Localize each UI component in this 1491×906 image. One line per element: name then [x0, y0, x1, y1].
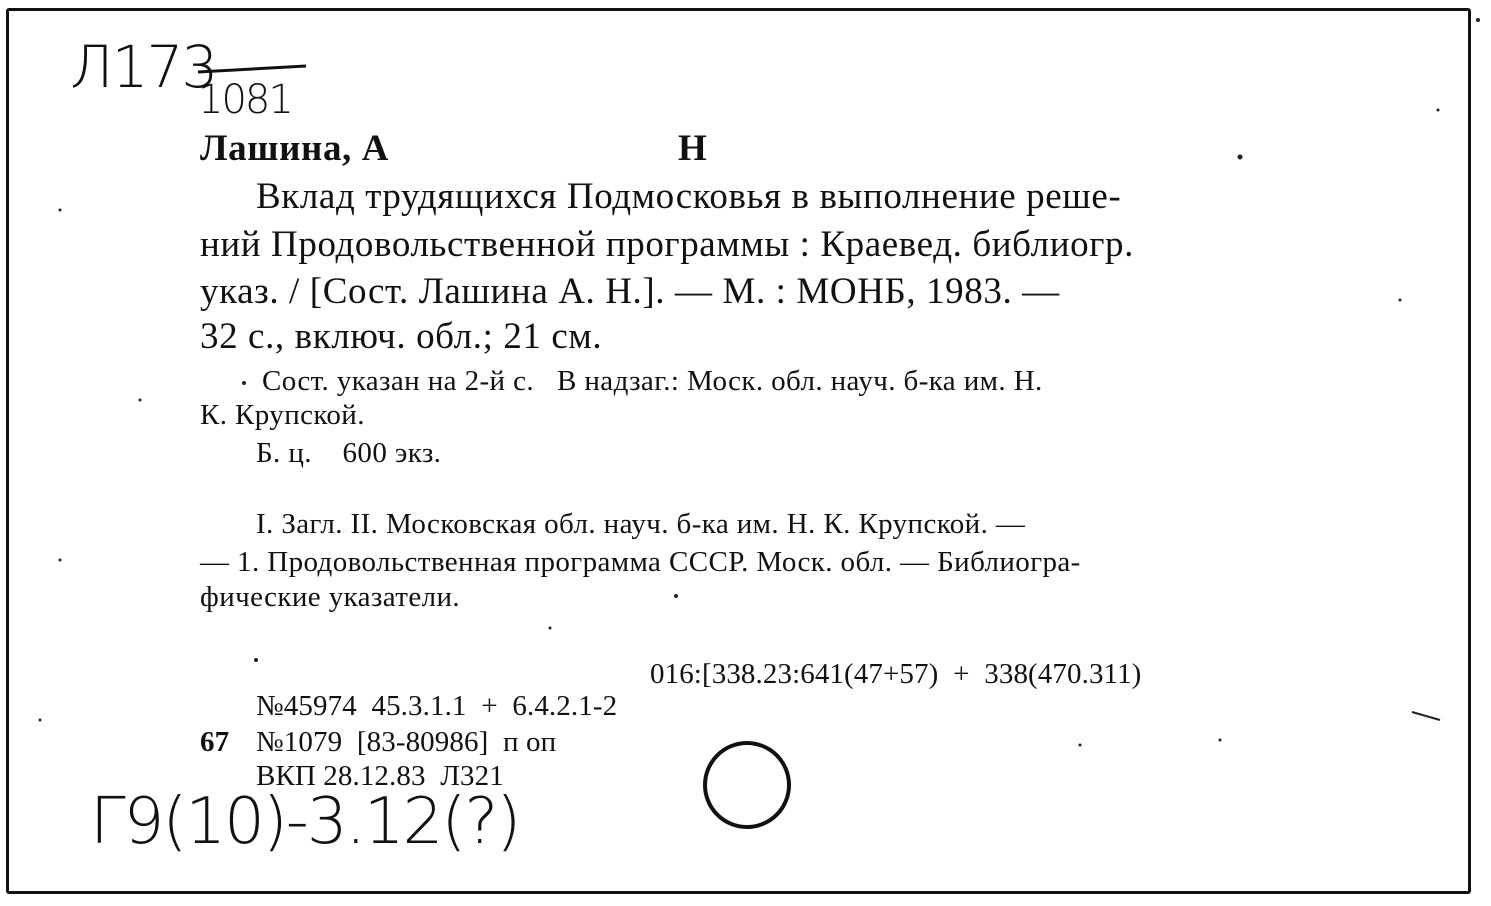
- record-number: №1079 [83-80986] п оп: [256, 726, 557, 758]
- title-line-1: Вклад трудящихся Подмосковья в выполнение реше-: [256, 176, 1122, 217]
- note-line-3: Б. ц. 600 экз.: [256, 437, 442, 469]
- tracing-line-2: — 1. Продовольственная программа СССР. Моск. обл. — Библиогра-: [200, 546, 1081, 578]
- note-line-2: К. Крупской.: [200, 399, 365, 431]
- shelf-mark-underline: [198, 66, 306, 72]
- author-initial: Н: [678, 128, 708, 169]
- shelf-mark: Л173: [70, 33, 217, 101]
- inventory-number: 1081: [198, 77, 292, 123]
- scan-specks: [39, 18, 1481, 747]
- author-heading: Лашина, А: [200, 128, 390, 169]
- udc-index: 016:[338.23:641(47+57) + 338(470.311): [650, 658, 1142, 690]
- tracing-line-1: I. Загл. II. Московская обл. науч. б-ка им. Н. К. Крупской. —: [256, 508, 1026, 540]
- note-line-1: Сост. указан на 2-й с. В надзаг.: Моск. обл. науч. б-ка им. Н.: [262, 365, 1043, 397]
- title-line-4: 32 с., включ. обл.; 21 см.: [200, 316, 603, 357]
- title-line-3: указ. / [Сост. Лашина А. Н.]. — М. : МОНБ, 1983. —: [200, 271, 1060, 312]
- tracing-line-3: фические указатели.: [200, 581, 461, 613]
- record-prefix: 67: [200, 726, 230, 758]
- printer-info: ВКП 28.12.83 Л321: [256, 760, 504, 792]
- handwritten-code: Г9(10)-3.12(?): [90, 785, 520, 859]
- bbk-index: №45974 45.3.1.1 + 6.4.2.1-2: [256, 690, 618, 722]
- title-line-2: ний Продовольственной программы : Краевед. библиогр.: [200, 224, 1134, 265]
- circle-stamp: [705, 743, 789, 827]
